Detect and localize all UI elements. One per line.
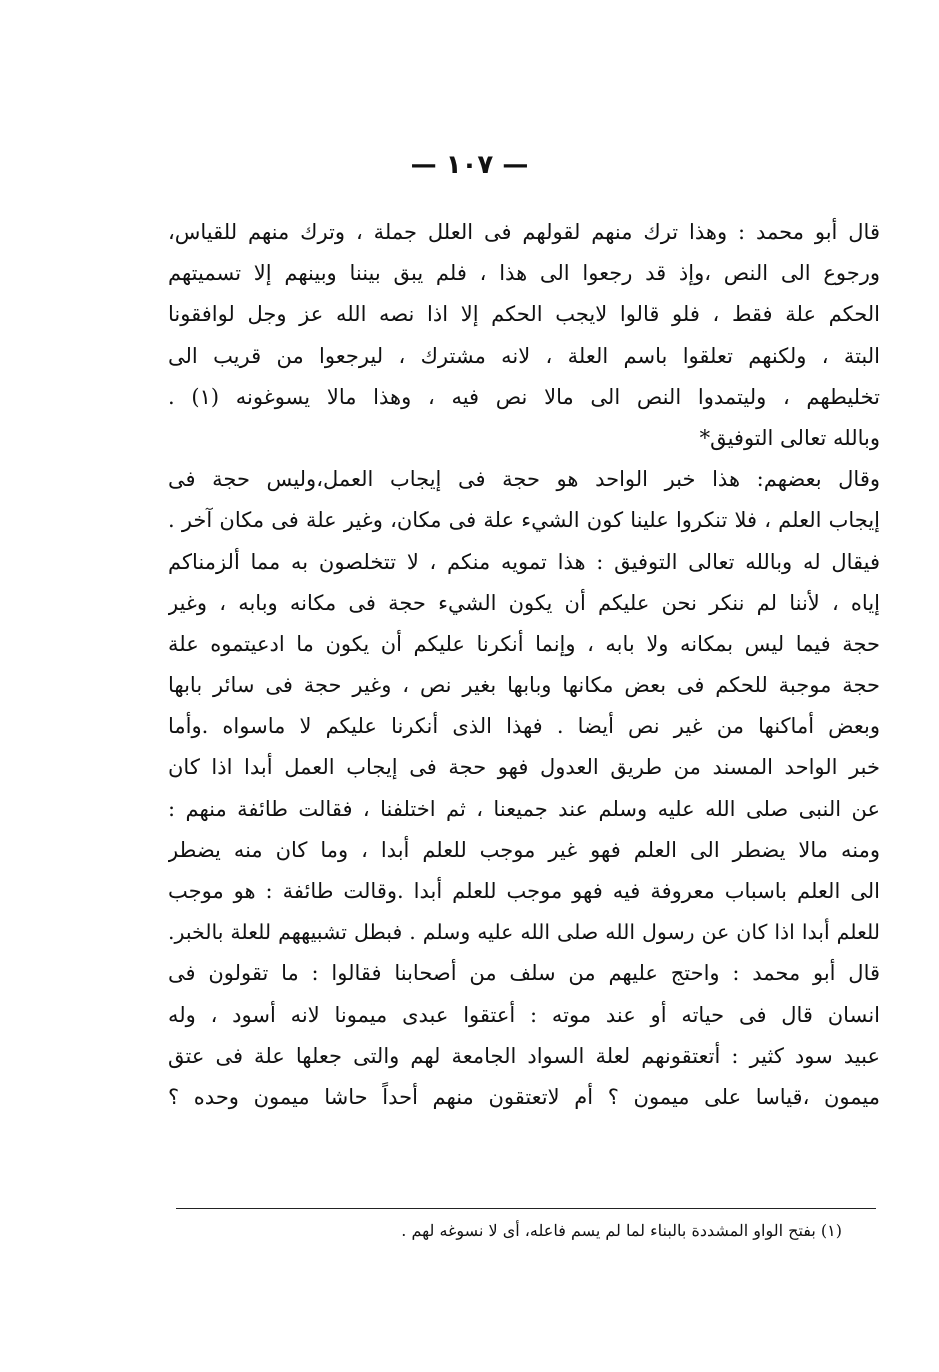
- text-line: ميمون ،قياسا على ميمون ؟ أم لاتعتقون منهم أحداً حاشا ميمون وحده ؟: [168, 1084, 880, 1109]
- text-line: تخليطهم ، وليتمدوا النص الى مالا نص فيه ، وهذا مالا يسوغونه (١) .: [168, 384, 880, 409]
- main-text: [168, 212, 880, 1118]
- text-line: قال أبو محمد : وهذا ترك منهم لقولهم فى العلل جملة ، وترك منهم للقياس،: [168, 220, 880, 244]
- text-line: ورجوع الى النص ،وإذ قد رجعوا الى هذا ، فلم يبق بيننا وبينهم إلا تسميتهم: [168, 261, 880, 286]
- text-line: وبالله تعالى التوفيق*: [699, 425, 880, 450]
- text-line: عن النبى صلى الله عليه وسلم عند جميعنا ، ثم اختلفنا ، فقالت طائفة منهم :: [168, 796, 880, 821]
- text-line: فيقال له وبالله تعالى التوفيق : هذا تمويه منكم ، لا تتخلصون به مما ألزمناكم: [168, 549, 880, 574]
- text-line: البتة ، ولكنهم تعلقوا باسم العلة ، لانه مشترك ، ليرجعوا من قريب الى: [168, 343, 880, 368]
- text-line: وبعض أماكنها من غير نص أيضا . فهذا الذى أنكرنا عليكم لا ماسواه .وأما: [168, 714, 880, 739]
- text-line: للعلم أبدا اذا كان عن رسول الله صلى الله عليه وسلم . فبطل تشبيههم للعلة بالخبر.: [168, 920, 880, 945]
- text-line: عبيد سود كثير : أتعتقونهم لعلة السواد الجامعة لهم والتى جعلها علة فى عتق: [168, 1043, 880, 1068]
- text-line: ومنه مالا يضطر الى العلم فهو غير موجب للعلم أبدا ، وما كان منه يضطر: [168, 837, 880, 862]
- text-line: وقال بعضهم: هذا خبر الواحد هو حجة فى إيجاب العمل،وليس حجة فى: [168, 467, 880, 492]
- footnote-divider: [176, 1208, 876, 1209]
- text-line: إياه ، لأننا لم ننكر نحن عليكم أن يكون الشيء حجة فى مكانه وبابه ، وغير: [168, 590, 880, 615]
- text-line: قال أبو محمد : واحتج عليهم من سلف من أصحابنا فقالوا : ما تقولون فى: [168, 961, 880, 986]
- text-line: حجة فيما ليس بمكانه ولا بابه ، وإنما أنكرنا عليكم أن يكون ما ادعيتموه علة: [168, 631, 880, 656]
- footnote: (١) بفتح الواو المشددة بالبناء لما لم يسم فاعله، أى لا نسوغه لهم .: [401, 1221, 842, 1240]
- text-line: إيجاب العلم ، فلا تنكروا علينا كون الشيء علة فى مكان، وغير علة فى مكان آخر .: [168, 508, 880, 533]
- text-line: الى العلم باسباب معروفة فيه فهو موجب للعلم أبدا .وقالت طائفة : هو موجب: [168, 879, 880, 903]
- text-line: الحكم علة فقط ، فلو قالوا لايجب الحكم إلا اذا نصه الله عز وجل لوافقونا: [168, 302, 880, 327]
- page-number: — ١٠٧ —: [410, 150, 529, 180]
- text-line: انسان قال فى حياته أو عند موته : أعتقوا عبدى ميمونا لانه أسود ، وله: [168, 1002, 880, 1027]
- text-line: خبر الواحد المسند من طريق العدول فهو حجة فى إيجاب العمل أبدا اذا كان: [168, 755, 880, 780]
- text-line: حجة موجبة للحكم فى بعض مكانها وبابها بغير نص ، وغير حجة فى سائر بابها: [168, 673, 880, 698]
